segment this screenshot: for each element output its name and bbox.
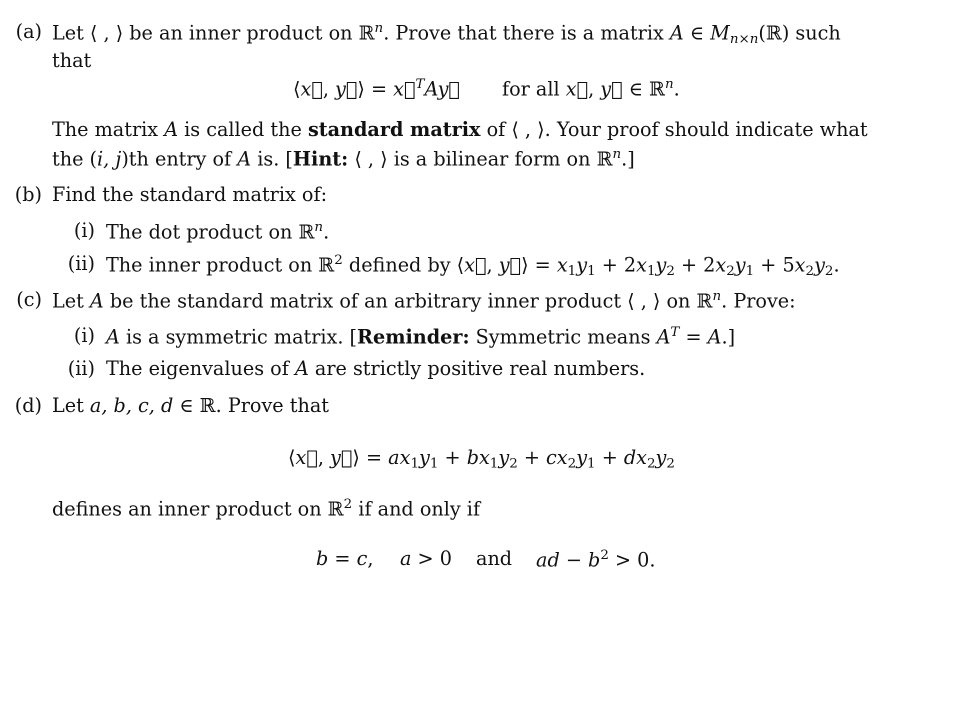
part-c-item-1: A is a symmetric matrix. [Reminder: Symmetric means $A^T = A$.] bbox=[106, 325, 736, 349]
part-c-item-2-label: (ii) bbox=[67, 357, 95, 380]
part-c-intro: Let A be the standard matrix of an arbitrary inner product ⟨ , ⟩ on ℝ$^n$. Prove: bbox=[52, 289, 796, 313]
part-d-condition-and: and bbox=[476, 547, 513, 570]
part-a-equation-qualifier: for all x⃗, y⃗ ∈ ℝ$^n$. bbox=[502, 77, 680, 101]
part-d-middle: defines an inner product on ℝ$^2$ if and only if bbox=[52, 497, 481, 521]
part-b-intro: Find the standard matrix of: bbox=[52, 183, 328, 206]
part-a-line-2: that bbox=[52, 49, 92, 72]
part-c-label: (c) bbox=[16, 288, 42, 311]
part-a-line-3: The matrix A is called the standard matrix of ⟨ , ⟩. Your proof should indicate what bbox=[52, 118, 868, 141]
part-d-label: (d) bbox=[14, 394, 42, 417]
part-d-condition-3: ad − $b^2 > 0$. bbox=[536, 548, 656, 572]
part-d-condition-2: a > 0 bbox=[400, 547, 452, 570]
part-b-item-1: The dot product on ℝ$^n$. bbox=[106, 220, 330, 244]
part-a-label: (a) bbox=[15, 20, 42, 43]
part-a-equation: ⟨x⃗, y⃗⟩ = x⃗$^T$Ay⃗ bbox=[293, 77, 460, 101]
part-b-item-2: The inner product on ℝ$^2$ defined by ⟨x⃗, y⃗⟩ = $x_1y_1 + 2x_1y_2 + 2x_2y_1 + 5x_2y_2$. bbox=[106, 253, 840, 279]
part-c-item-1-label: (i) bbox=[73, 324, 95, 347]
part-a-line-1: Let ⟨ , ⟩ be an inner product on ℝ$^n$. Prove that there is a matrix A ∈ $M_{n\times n}(ℝ)$ such bbox=[52, 21, 841, 47]
part-d-equation: ⟨x⃗, y⃗⟩ = $ax_1y_1 + bx_1y_2 + cx_2y_1 + dx_2y_2$ bbox=[288, 446, 675, 472]
part-d-intro: Let a, b, c, d ∈ ℝ. Prove that bbox=[52, 394, 329, 417]
part-a-line-4: the (i, j)th entry of A is. [Hint: ⟨ , ⟩ is a bilinear form on ℝ$^n$.] bbox=[52, 147, 635, 171]
part-b-item-1-label: (i) bbox=[73, 219, 95, 242]
part-d-condition-1: b = c, bbox=[316, 547, 374, 570]
part-b-item-2-label: (ii) bbox=[67, 252, 95, 275]
part-b-label: (b) bbox=[14, 183, 42, 206]
part-c-item-2: The eigenvalues of A are strictly positive real numbers. bbox=[106, 357, 646, 380]
